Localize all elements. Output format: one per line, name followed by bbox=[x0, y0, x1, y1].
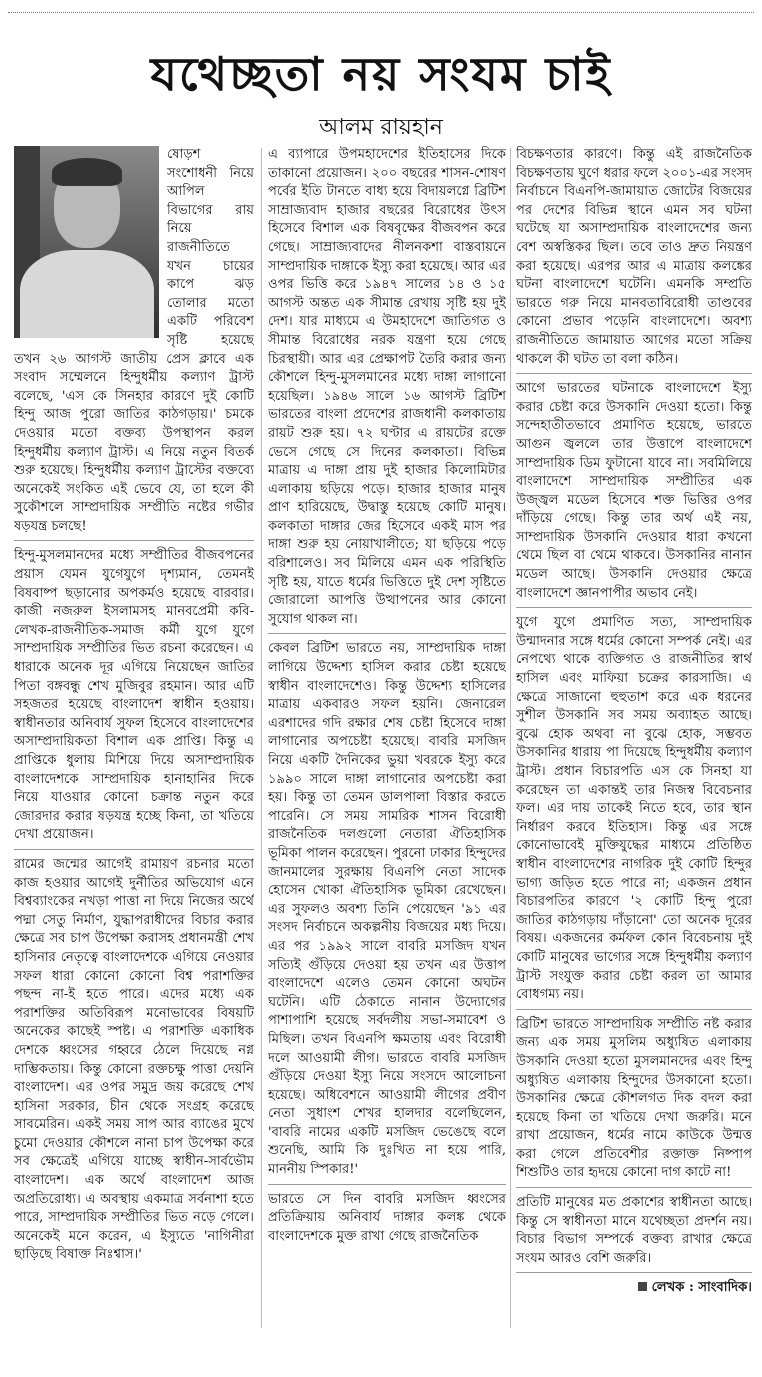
paragraph: আগে ভারতের ঘটনাকে বাংলাদেশে ইস্যু করার চেষ্টা করে উসকানি দেওয়া হতো। কিন্তু সন্দেহাতীতভাবে প্রমাণিত হয়েছে, ভারতে আগুন জ্বললে তার উত্তাপে বাংলাদেশে সাম্প্রদায়িক ডিম ফুটানো যাবে না। সবমিলিয়ে বাংলাদেশে সাম্প্রদায়িক সম্প্রীতির এক উজ্জ্বল মডেল হিসেবে শক্ত ভিত্তির ওপর দাঁড়িয়ে গেছে। কিন্তু তার অর্থ এই নয়, সাম্প্রদায়িক উসকানি দেওয়ার ধারা কখনো থেমে ছিল বা থেমে থাকবে। উসকানির নানান মডেল আছে। উসকানি দেওয়ার ক্ষেত্রে বাংলাদেশে জ্ঞানপাপীর অভাব নেই। bbox=[516, 380, 752, 608]
column-divider bbox=[510, 148, 511, 1328]
author-name: আলম রায়হান bbox=[319, 115, 443, 140]
paragraph: ষোড়শ সংশোধনী নিয়ে আপিল বিভাগের রায় নিয়ে রাজনীতিতে যখন চায়ের কাপে ঝড় তোলার মতো একটি পরিবেশ সৃষ্টি হয়েছে তখন ২৬ আগস্ট জাতীয় প্রেস ক্লাবে এক সংবাদ সম্মেলনে হিন্দুধর্মীয় কল্যাণ ট্রাস্ট বলেছে, 'এস কে সিনহার কারণে দুই কোটি হিন্দু আজ পুরো জাতির কাঠগড়ায়।' চমকে দেওয়ার মতো বক্তব্য উপস্থাপন করল হিন্দুধর্মীয় কল্যাণ ট্রাস্ট। এ নিয়ে নতুন বিতর্ক শুরু হয়েছে। হিন্দুধর্মীয় কল্যাণ ট্রাস্টের বক্তব্যে অনেকেই সংকিত এই ভেবে যে, তা হলে কী সুকৌশলে সাম্প্রদায়িক সম্প্রীতি নষ্টের গভীর ষড়যন্ত্র চলছে! bbox=[14, 146, 254, 541]
paragraph: হিন্দু-মুসলমানদের মধ্যে সম্প্রীতির বীজবপনের প্রয়াস যেমন যুগেযুগে দৃশ্যমান, তেমনই বিষবাষ্প ছড়ানোর অপকর্মও হয়েছে বারবার। কাজী নজরুল ইসলামসহ মানবপ্রেমী কবি-লেখক-রাজনীতিক-সমাজ কর্মী যুগে যুগে সাম্প্রদায়িক সম্প্রীতির ভিত রচনা করেছেন। এ ধারাকে অনেক দূর এগিয়ে নিয়েছেন জাতির পিতা বঙ্গবন্ধু শেখ মুজিবুর রহমান। আর এটি সহজতর হয়েছে বাংলাদেশ স্বাধীন হওয়ায়। স্বাধীনতার অনিবার্য সুফল হিসেবে বাংলাদেশের অসাম্প্রদায়িকতা বিশাল এক প্রাপ্তি। কিন্তু এ প্রাপ্তিকে ধুলায় মিশিয়ে দিয়ে অসাম্প্রদায়িক বাংলাদেশকে সাম্প্রদায়িক হানাহানির দিকে নিয়ে যাওয়ার কোনো চক্রান্ত নতুন করে জোরদার করার ষড়যন্ত্র হচ্ছে কিনা, তা খতিয়ে দেখা প্রয়োজন। bbox=[14, 547, 254, 850]
paragraph: ব্রিটিশ ভারতে সাম্প্রদায়িক সম্প্রীতি নষ্ট করার জন্য এক সময় মুসলিম অধ্যুষিত এলাকায় উসকানি দেওয়া হতো মুসলমানদের এবং হিন্দু অধ্যুষিত এলাকায় হিন্দুদের উসকানো হতো। উসকানির ক্ষেত্রে কৌশলগত দিক বদল করা হয়েছে কিনা তা খতিয়ে দেখা জরুরি। মনে রাখা প্রয়োজন, ধর্মের নামে কাউকে উন্মত্ত করা গেলে প্রতিবেশীর রক্তাক্ত নিষ্পাপ শিশুটিও তার হৃদয়ে কোনো দাগ কাটে না! bbox=[516, 1016, 752, 1188]
paragraph: যুগে যুগে প্রমাণিত সত্য, সাম্প্রদায়িক উন্মাদনার সঙ্গে ধর্মের কোনো সম্পর্ক নেই। এর নেপথ্যে থাকে ব্যক্তিগত ও রাজনীতির স্বার্থ হাসিল এবং মাফিয়া চক্রের কারসাজি। এ ক্ষেত্রে সাজানো হুহুতাশ করে এক ধরনের সুশীল উসকানি সব সময় অব্যাহত আছে। বুঝে হোক অথবা না বুঝে হোক, সম্ভবত উসকানির ধারায় পা দিয়েছে হিন্দুধর্মীয় কল্যাণ ট্রাস্ট। প্রধান বিচারপতি এস কে সিনহা যা করেছেন তা একান্তই তার নিজস্ব বিবেচনার ফল। এর দায় তাকেই নিতে হবে, তার স্থান নির্ধারণ করবে ইতিহাস। কিন্তু এর সঙ্গে কোনোভাবেই মুক্তিযুদ্ধের মাধ্যমে প্রতিষ্ঠিত স্বাধীন বাংলাদেশের নাগরিক দুই কোটি হিন্দুর ভাগ্য জড়িত হতে পারে না; একজন প্রধান বিচারপতির কারণে '২ কোটি হিন্দু পুরো জাতির কাঠগড়ায় দাঁড়ানো' তো অনেক দূরের বিষয়। একজনের কর্মফল কোন বিবেচনায় দুই কোটি মানুষের ভাগ্যের সঙ্গে হিন্দুধর্মীয় কল্যাণ ট্রাস্ট সংযুক্ত করার চেষ্টা করল তা আমার বোধগম্য নয়। bbox=[516, 614, 752, 1009]
article-title: যথেচ্ছতা নয় সংযম চাই bbox=[150, 47, 612, 101]
article-column-2 bbox=[268, 146, 506, 1326]
paragraph: প্রতিটি মানুষের মত প্রকাশের স্বাধীনতা আছে। কিন্তু সে স্বাধীনতা মানে যথেচ্ছতা প্রদর্শন নয়। বিচার বিভাগ সম্পর্কে বক্তব্য রাখার ক্ষেত্রে সংযম আরও বেশি জরুরি। bbox=[516, 1194, 752, 1273]
column-divider bbox=[261, 148, 262, 1328]
paragraph: রামের জন্মের আগেই রামায়ণ রচনার মতো কাজ হওয়ার আগেই দুর্নীতির অভিযোগ এনে বিশ্বব্যাংকের নখড়া পাত্তা না দিয়ে নিজের অর্থে পদ্মা সেতু নির্মাণ, যুদ্ধাপরাধীদের বিচার করার ক্ষেত্রে সব চাপ উপেক্ষা করাসহ প্রধানমন্ত্রী শেখ হাসিনার নেতৃত্বে বাংলাদেশকে এগিয়ে নেওয়ার সফল ধারা কোনো কোনো বিশ্ব পরাশক্তির পছন্দ না-ই হতে পারে। এদের মধ্যে এক পরাশক্তির অতিবিরূপ মনোভাবের বিষয়টি অনেকের কাছেই স্পষ্ট। এ পরাশক্তি একাধিক দেশকে ধ্বংসের গহ্বরে ঠেলে দিয়েছে নগ্ন দাম্ভিকতায়। কিন্তু কোনো রক্তচক্ষু পাত্তা দেয়নি বাংলাদেশ। এর ওপর সমুদ্র জয় করেছে শেখ হাসিনা সরকার, চীন থেকে সংগ্রহ করেছে সাবমেরিন। একই সময় সাপ আর ব্যাঙের মুখে চুমো দেওয়ার কৌশলে নানা চাপ উপেক্ষা করে সব ক্ষেত্রেই এগিয়ে যাচ্ছে স্বাধীন-সার্বভৌম বাংলাদেশ। এক অর্থে বাংলাদেশ আজ অপ্রতিরোধ্য। এ অবস্থায় একমাত্র সর্বনাশা হতে পারে, সাম্প্রদায়িক সম্প্রীতির ভিত নড়ে গেলে। অনেকেই মনে করেন, এ ইস্যুতে 'নাগিনীরা ছাড়িছে বিষাক্ত নিঃশ্বাস।' bbox=[14, 856, 254, 1263]
paragraph: ভারতে সে দিন বাবরি মসজিদ ধ্বংসের প্রতিক্রিয়ায় অনিবার্য দাঙ্গার কলঙ্ক থেকে বাংলাদেশকে মুক্ত রাখা গেছে রাজনৈতিক bbox=[268, 1191, 506, 1244]
square-bullet-icon bbox=[638, 1282, 647, 1291]
byline-text: লেখক : সাংবাদিক। bbox=[651, 1280, 752, 1296]
top-dotted-rule bbox=[8, 12, 754, 13]
author-byline bbox=[516, 1279, 752, 1298]
article-column-3 bbox=[516, 146, 752, 1326]
author-photo bbox=[14, 146, 159, 338]
article-column-1 bbox=[14, 146, 254, 1326]
paragraph: বিচক্ষণতার কারণে। কিন্তু এই রাজনৈতিক বিচক্ষণতায় ঘুণে ধরার ফলে ২০০১-এর সংসদ নির্বাচনে বিএনপি-জামায়াত জোটের বিজয়ের পর দেশের বিভিন্ন স্থানে এমন সব ঘটনা ঘটেছে যা অসাম্প্রদায়িক বাংলাদেশের জন্য বেশ অস্বস্তিকর ছিল। তবে তাও দ্রুত নিয়ন্ত্রণ করা হয়েছে। এরপর আর এ মাত্রায় কলঙ্কের ঘটনা বাংলাদেশে ঘটেনি। এমনকি সম্প্রতি ভারতে গরু নিয়ে মানবতাবিরোধী তাণ্ডবের কোনো প্রভাব পড়েনি বাংলাদেশে। অবশ্য রাজনীতিতে জামায়াত আগের মতো সক্রিয় থাকলে কী ঘটত তা বলা কঠিন। bbox=[516, 146, 752, 374]
paragraph: কেবল ব্রিটিশ ভারতে নয়, সাম্প্রদায়িক দাঙ্গা লাগিয়ে উদ্দেশ্য হাসিল করার চেষ্টা হয়েছে স্বাধীন বাংলাদেশেও। কিন্তু উদ্দেশ্য হাসিলের মাত্রায় একবারও সফল হয়নি। জেনারেল এরশাদের গদি রক্ষার শেষ চেষ্টা হিসেবে দাঙ্গা লাগানোর অপচেষ্টা হয়েছে। বাবরি মসজিদ নিয়ে একটি দৈনিকের ভুয়া খবরকে ইস্যু করে ১৯৯০ সালে দাঙ্গা লাগানোর অপচেষ্টা করা হয়। কিন্তু তা তেমন ডালপালা বিস্তার করতে পারেনি। সে সময় সামরিক শাসন বিরোধী রাজনৈতিক দলগুলো নেতারা ঐতিহাসিক ভূমিকা পালন করেছেন। পুরনো ঢাকার হিন্দুদের জানমালের সুরক্ষায় বিএনপি নেতা সাদেক হোসেন খোকা ঐতিহাসিক ভূমিকা রেখেছেন। এর সুফলও অবশ্য তিনি পেয়েছেন '৯১ এর সংসদ নির্বাচনে অকল্পনীয় বিজয়ের মধ্য দিয়ে। এর পর ১৯৯২ সালে বাবরি মসজিদ যখন সত্যিই গুঁড়িয়ে দেওয়া হয় তখন এর উত্তাপ বাংলাদেশে এলেও তেমন কোনো অঘটন ঘটেনি। এটি ঠেকাতে নানান উদ্যোগের পাশাপাশি হয়েছে সর্বদলীয় সভা-সমাবেশ ও মিছিল। তখন বিএনপি ক্ষমতায় এবং বিরোধী দলে আওয়ামী লীগ। ভারতে বাবরি মসজিদ গুঁড়িয়ে দেওয়া ইস্যু নিয়ে সংসদে আলোচনা হয়েছে। অধিবেশনে আওয়ামী লীগের প্রবীণ নেতা সুধাংশ শেখর হালদার বলেছিলেন, 'বাবরি নামের একটি মসজিদ ভেঙেছে বলে শুনেছি, আমি কি দুঃখিত না হয়ে পারি, মাননীয় স্পিকার!' bbox=[268, 640, 506, 1184]
paragraph: এ ব্যাপারে উপমহাদেশের ইতিহাসের দিকে তাকানো প্রয়োজন। ২০০ বছরের শাসন-শোষণ পর্বের ইতি টানতে বাধ্য হয়ে বিদায়লগ্নে ব্রিটিশ সাম্রাজ্যবাদ হাজার বছরের বিরোধের উৎস হিসেবে বিশাল এক বিষবৃক্ষের বীজবপন করে গেছে। সাম্রাজ্যবাদের নীলনকশা বাস্তবায়নে সাম্প্রদায়িক দাঙ্গাকে ইস্যু করা হয়েছে। আর এর ওপর ভিত্তি করে ১৯৪৭ সালের ১৪ ও ১৫ আগস্ট অন্তত এক সীমান্ত রেখায় সৃষ্টি হয় দুই দেশ। যার মাধ্যমে এ উমহাদেশে জাতিগত ও সীমান্ত বিরোধের নরক যন্ত্রণা হয়ে গেছে চিরস্থায়ী। আর এর প্রেক্ষাপট তৈরি করার জন্য কৌশলে হিন্দু-মুসলমানের মধ্যে দাঙ্গা লাগানো হয়েছিল। ১৯৪৬ সালে ১৬ আগস্ট ব্রিটিশ ভারতের বাংলা প্রদেশের রাজধানী কলকাতায় রায়ট শুরু হয়। ৭২ ঘণ্টার এ রায়টের রক্তে ভেসে গেছে সে দিনের কলকাতা। বিভিন্ন মাত্রায় এ দাঙ্গা প্রায় দুই হাজার কিলোমিটার এলাকায় ছড়িয়ে পড়ে। হাজার হাজার মানুষ প্রাণ হারিয়েছে, উদ্বাস্তু হয়েছে কোটি মানুষ। কলকাতা দাঙ্গার জের হিসেবে একই মাস পর দাঙ্গা শুরু হয় নোয়াখালীতে; যা ছড়িয়ে পড়ে বরিশালেও। সব মিলিয়ে এমন এক পরিস্থিতি সৃষ্টি হয়, যাতে ধর্মের ভিত্তিতে দুই দেশ সৃষ্টিতে জোরালো আপত্তি উত্থাপনের আর কোনো সুযোগ থাকল না। bbox=[268, 146, 506, 634]
